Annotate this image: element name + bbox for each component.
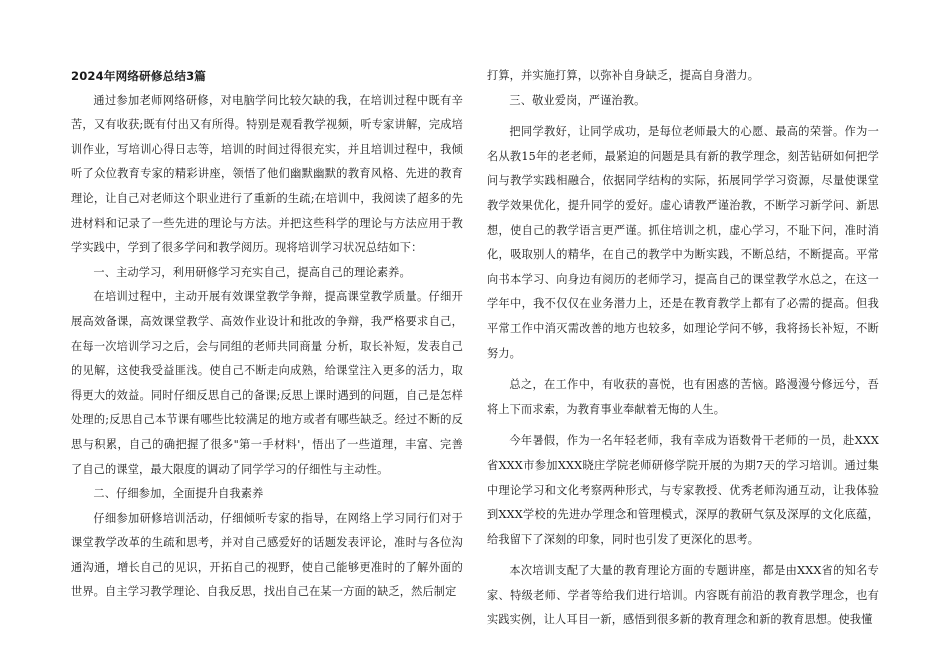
- summary-paragraph: 总之，在工作中，有收获的喜悦，也有困惑的苦恼。路漫漫兮修远兮，吾将上下而求索，为教育事业奉献着无悔的人生。: [487, 378, 879, 416]
- right-column: [487, 64, 879, 633]
- section-heading-1: 一、主动学习，利用研修学习充实自己，提高自己的理论素养。: [93, 265, 411, 279]
- continued-paragraph: 打算，并实施打算，以弥补自身缺乏，提高自身潜力。: [487, 69, 760, 82]
- intro-paragraph: 通过参加老师网络研修，对电脑学问比较欠缺的我，在培训过程中既有辛苦，又有收获;既有付出又有所得。特别是观看教学视频，听专家讲解，完成培训作业，写培训心得日志等，培训的时间过得很充实，并且培训过程中，我倾听了众位教育专家的精彩讲座，领悟了他们幽默幽默的教育风格、先进的教育理论，让自己对老师这个职业进行了重新的生疏;在培训中，我阅读了超多的先进材料和记录了一些先进的理论与方法。并把这些科学的理论与方法应用于教学实践中，学到了很多学问和教学阅历。现将培训学习状况总结如下：: [71, 93, 463, 255]
- left-column: [71, 64, 463, 605]
- section-heading-2: 二、仔细参加，全面提升自我素养: [93, 487, 264, 501]
- second-essay-paragraph-2: 本次培训支配了大量的教育理论方面的专题讲座，都是由XXX省的知名专家、特级老师、学者等给我们进行培训。内容既有前沿的教育教学理念，也有实践实例，让人耳目一新，感悟到很多新的教育理念和新的教育思想。使我懂: [487, 564, 879, 627]
- section-heading-3: 三、敬业爱岗，严谨治教。: [509, 93, 646, 107]
- second-essay-paragraph-1: 今年暑假，作为一名年轻老师，我有幸成为语数骨干老师的一员，赴XXX省XXX市参加XXX晓庄学院老师研修学院开展的为期7天的学习培训。通过集中理论学习和文化考察两种形式，与专家教授、优秀老师沟通互动，让我体验到XXX学校的先进办学理念和管理模式，深厚的教研气氛及深厚的文化底蕴，给我留下了深刻的印象，同时也引发了更深化的思考。: [487, 434, 879, 546]
- document-title: 2024年网络研修总结3篇: [71, 69, 207, 83]
- section-3-paragraph: 把同学教好，让同学成功，是每位老师最大的心愿、最高的荣誉。作为一名从教15年的老老师，最紧迫的问题是具有新的教学理念，刻苦钻研如何把学问与教学实践相融合，依据同学结构的实际，拓展同学学习资源，尽量使课堂教学效果优化，提升同学的爱好。虚心请教严谨治教，不断学习新学问、新思想，使自己的教学语言更严谨。抓住培训之机，虚心学习，不耻下问，准时消化，吸取别人的精华，在自己的教学中为断实践，不断总结，不断提高。平常向书本学习、向身边有阅历的老师学习，提高自己的课堂教学水总之，在这一学年中，我不仅仅在业务潜力上，还是在教育教学上都有了必需的提高。但我平常工作中消灭需改善的地方也较多，如理论学问不够，我将扬长补短，不断努力。: [487, 125, 879, 360]
- section-2-paragraph: 仔细参加研修培训活动，仔细倾听专家的指导，在网络上学习同行们对于课堂教学改革的生疏和思考，并对自己感爱好的话题发表评论，准时与各位沟通沟通，增长自己的见识，开拓自己的视野，使自己能够更准时的了解外面的世界。自主学习教学理论、自我反思，找出自己在某一方面的缺乏，然后制定: [71, 511, 463, 599]
- section-1-paragraph: 在培训过程中，主动开展有效课堂教学争辩，提高课堂教学质量。仔细开展高效备课，高效课堂教学、高效作业设计和批改的争辩，我严格要求自己，在每一次培训学习之后，会与同组的老师共同商量 分析，取长补短，发表自己的见解，这使我受益匪浅。使自己不断走向成熟，给课堂注入更多的活力，取得更大的效益。同时仔细反思自己的备课;反思上课时遇到的问题，自己是怎样处理的;反思自己本节课有哪些比较满足的地方或者有哪些缺乏。经过不断的反思与积累，自己的确把握了很多"第一手材料'，悟出了一些道理，丰富、完善了自己的课堂，最大限度的调动了同学学习的仔细性与主动性。: [71, 290, 463, 476]
